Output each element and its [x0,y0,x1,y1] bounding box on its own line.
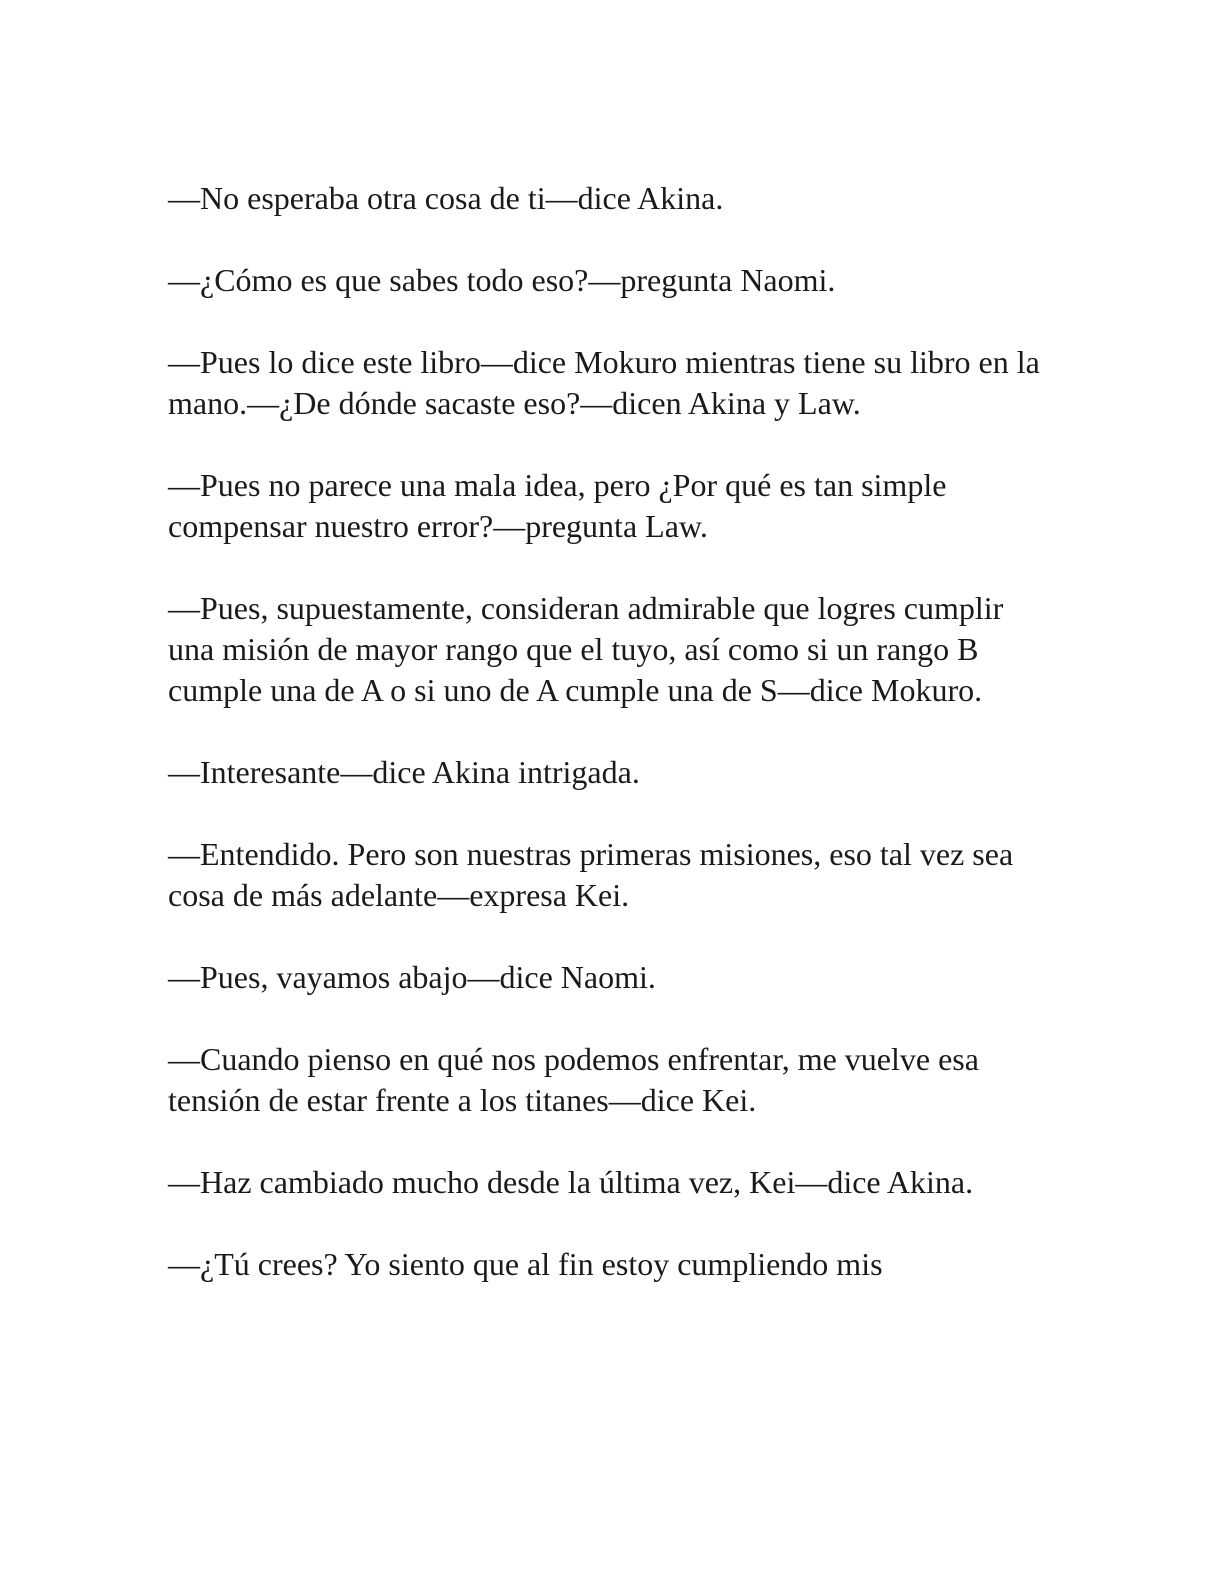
paragraph-1: —No esperaba otra cosa de ti—dice Akina. [168,180,724,216]
paragraph-8: —Pues, vayamos abajo—dice Naomi. [168,959,656,995]
body-text [168,178,1048,1285]
paragraph-9: —Cuando pienso en qué nos podemos enfrentar, me vuelve esa tensión de estar frente a los titanes—dice Kei. [168,1041,979,1118]
paragraph-3: —Pues lo dice este libro—dice Mokuro mientras tiene su libro en la mano.—¿De dónde sacaste eso?—dicen Akina y Law. [168,344,1040,421]
paragraph-5: —Pues, supuestamente, consideran admirable que logres cumplir una misión de mayor rango que el tuyo, así como si un rango B cumple una de A o si uno de A cumple una de S—dice Mokuro. [168,590,1004,708]
paragraph-10: —Haz cambiado mucho desde la última vez, Kei—dice Akina. [168,1164,974,1200]
paragraph-2: —¿Cómo es que sabes todo eso?—pregunta Naomi. [168,262,836,298]
paragraph-6: —Interesante—dice Akina intrigada. [168,754,640,790]
paragraph-7: —Entendido. Pero son nuestras primeras misiones, eso tal vez sea cosa de más adelante—expresa Kei. [168,836,1014,913]
paragraph-4: —Pues no parece una mala idea, pero ¿Por qué es tan simple compensar nuestro error?—pregunta Law. [168,467,947,544]
paragraph-11: —¿Tú crees? Yo siento que al fin estoy cumpliendo mis [168,1246,883,1282]
